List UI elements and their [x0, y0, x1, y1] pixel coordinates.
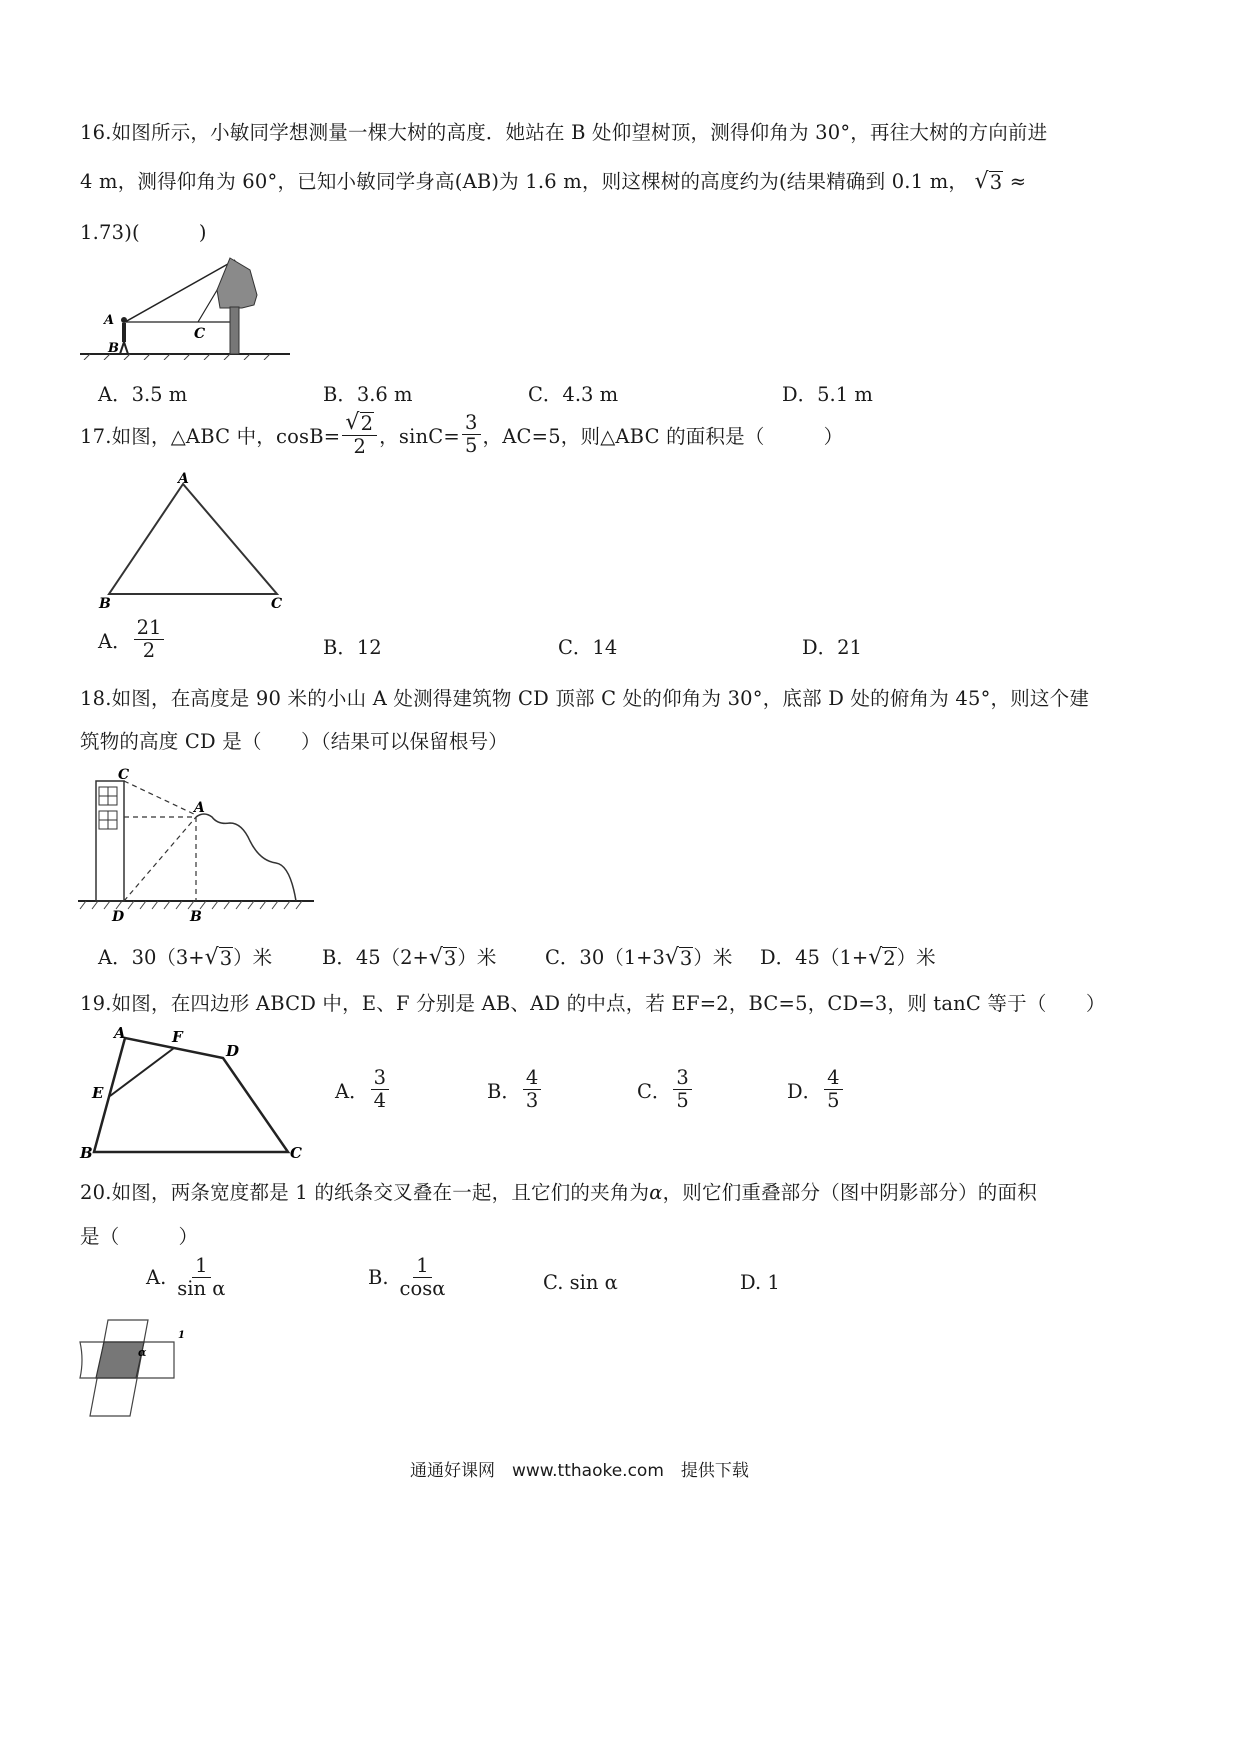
q17-option-b[interactable]: B．12 — [323, 636, 382, 659]
q17-cosb-fraction: √ 2 2 — [342, 412, 377, 458]
q17-option-d[interactable]: D．21 — [802, 636, 862, 659]
q19-label-e: E — [92, 1084, 104, 1102]
q17-prefix: 17.如图，△ABC 中，cosB= — [80, 424, 341, 448]
q17-label-a: A — [178, 471, 189, 487]
q17-label-c: C — [271, 596, 283, 612]
page-footer: 通通好课网 www.tthaoke.com 提供下载 — [410, 1461, 749, 1481]
q16-option-a[interactable]: A．3.5 m — [98, 383, 188, 406]
q19-label-b: B — [80, 1144, 93, 1162]
q20-line1: 20.如图，两条宽度都是 1 的纸条交叉叠在一起，且它们的夹角为α，则它们重叠部分（图中阴影部分）的面积 — [80, 1181, 1037, 1204]
q18-option-a[interactable]: A．30（3+ √ 3 ）米 — [98, 945, 273, 970]
q20-option-c[interactable]: C. sin α — [543, 1271, 618, 1294]
q18-label-b: B — [190, 909, 202, 925]
q20-alpha: α — [649, 1181, 663, 1204]
q17-label-b: B — [99, 596, 111, 612]
q19-option-b[interactable]: B． $\frac{4}{3}$ — [487, 1068, 543, 1112]
q18-label-c: C — [118, 767, 130, 783]
q20-option-b[interactable]: B. $\frac{1}{\cos\alpha}$ — [368, 1254, 446, 1301]
q19-option-d[interactable]: D． $\frac{4}{5}$ — [787, 1068, 845, 1112]
q17-option-a-fraction: $\frac{21}{2}$ — [134, 618, 165, 662]
q18-line1: 18.如图，在高度是 90 米的小山 A 处测得建筑物 CD 顶部 C 处的仰角为 30°，底部 D 处的俯角为 45°，则这个建 — [80, 687, 1090, 710]
q16-label-c: C — [194, 326, 206, 342]
q16-label-b: B — [108, 341, 119, 356]
q17-mid: ，sinC= — [379, 424, 460, 448]
q18-label-a: A — [194, 800, 205, 816]
q17-sinc-fraction: $\frac{3}{5}$ — [462, 413, 481, 457]
q20-option-d[interactable]: D. 1 — [740, 1271, 780, 1294]
q16-line2 — [80, 166, 1026, 194]
q17-option-c[interactable]: C．14 — [558, 636, 618, 659]
q17-line1 — [80, 412, 843, 458]
q18-option-b[interactable]: B．45（2+ √ 3 ）米 — [322, 945, 497, 970]
q20-paper-strips-figure — [78, 1318, 208, 1418]
q16-sqrt: √ 3 — [974, 169, 1003, 194]
q19-option-a[interactable]: A． $\frac{3}{4}$ — [335, 1068, 391, 1112]
q18-building-figure — [78, 765, 318, 930]
q17-triangle-figure — [95, 470, 295, 615]
q16-option-b[interactable]: B．3.6 m — [323, 383, 413, 406]
q16-line1: 16.如图所示，小敏同学想测量一棵大树的高度．她站在 B 处仰望树顶，测得仰角为 30°，再往大树的方向前进 — [80, 121, 1048, 144]
q16-option-c[interactable]: C．4.3 m — [528, 383, 619, 406]
q18-line2: 筑物的高度 CD 是（ ）（结果可以保留根号） — [80, 730, 509, 753]
q20-label-alpha: α — [138, 1346, 147, 1359]
q20-option-a[interactable]: A. $\frac{1}{\text{sin α}}$ — [146, 1254, 226, 1301]
q16-line3: 1.73)( ) — [80, 221, 207, 244]
q16-option-d[interactable]: D．5.1 m — [782, 383, 873, 406]
q17-suffix: ，AC=5，则△ABC 的面积是（ ） — [482, 424, 844, 448]
q19-label-d: D — [226, 1042, 240, 1060]
q19-option-c[interactable]: C． $\frac{3}{5}$ — [637, 1068, 694, 1112]
q16-line2-text: 4 m，测得仰角为 60°，已知小敏同学身高(AB)为 1.6 m，则这棵树的高度约为(结果精确到 0.1 m， — [80, 170, 969, 193]
q16-tree-figure — [80, 250, 295, 360]
q18-label-d: D — [112, 909, 125, 925]
q19-line1: 19.如图，在四边形 ABCD 中，E、F 分别是 AB、AD 的中点，若 EF=2，BC=5，CD=3，则 tanC 等于（ ） — [80, 992, 1106, 1015]
q19-label-a: A — [114, 1024, 126, 1042]
q20-line2: 是（ ） — [80, 1225, 199, 1248]
q17-option-a[interactable]: A． $\frac{21}{2}$ — [98, 618, 166, 662]
q19-label-f: F — [172, 1028, 183, 1046]
q16-label-a: A — [104, 313, 115, 328]
q18-option-d[interactable]: D．45（1+ √ 2 ）米 — [760, 945, 936, 970]
q18-option-c[interactable]: C．30（1+3 √ 3 ）米 — [545, 945, 733, 970]
q19-quadrilateral-figure — [78, 1024, 308, 1164]
q19-label-c: C — [290, 1144, 302, 1162]
q16-approx: ≈ — [1009, 170, 1027, 193]
q20-label-one: 1 — [178, 1330, 185, 1341]
